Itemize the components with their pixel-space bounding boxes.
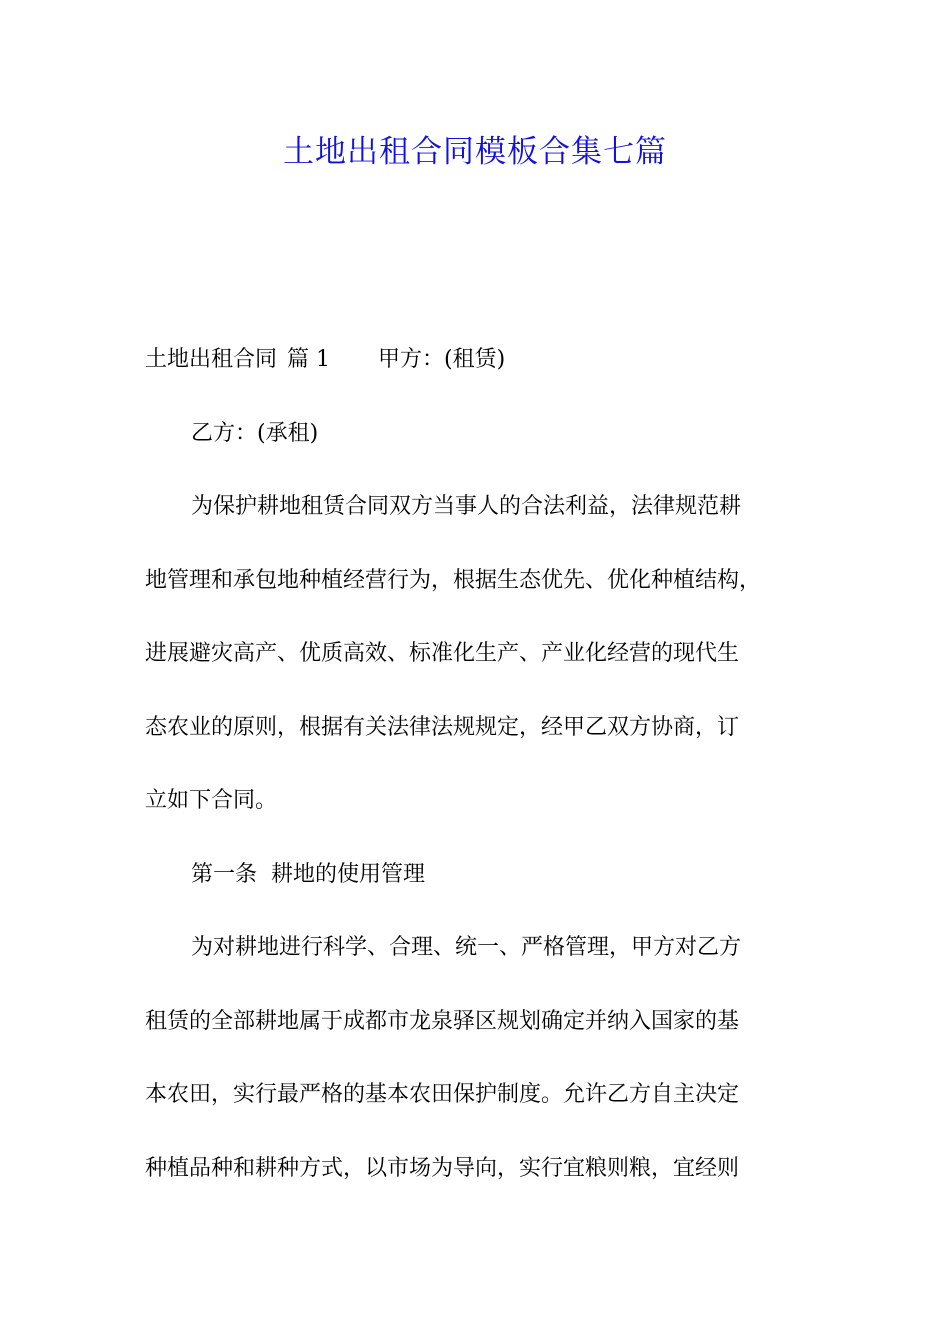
article-heading: 第一条 耕地的使用管理 — [191, 861, 425, 887]
paragraph-line: 进展避灾高产、优质高效、标准化生产、产业化经营的现代生 — [145, 641, 740, 666]
party-a: 甲方：(租赁) — [378, 347, 506, 372]
paragraph-line: 种植品种和耕种方式，以市场为导向，实行宜粮则粮，宜经则 — [145, 1155, 740, 1181]
paragraph-line: 态农业的原则，根据有关法律法规规定，经甲乙双方协商，订 — [145, 714, 740, 740]
article-number: 篇 1 — [287, 347, 331, 372]
contract-label: 土地出租合同 — [145, 347, 278, 372]
paragraph-line: 为保护耕地租赁合同双方当事人的合法利益，法律规范耕 — [191, 494, 742, 519]
paragraph-line: 地管理和承包地种植经营行为，根据生态优先、优化种植结构， — [145, 567, 762, 593]
paragraph-line: 租赁的全部耕地属于成都市龙泉驿区规划确定并纳入国家的基 — [145, 1008, 740, 1034]
header-line — [145, 338, 810, 412]
paragraph-line: 立如下合同。 — [145, 788, 278, 813]
paragraph-line: 本农田，实行最严格的基本农田保护制度。允许乙方自主决定 — [145, 1082, 740, 1107]
party-b-line: 乙方：(承租) — [191, 420, 319, 446]
document-title: 土地出租合同模板合集七篇 — [283, 134, 667, 170]
document-body — [145, 338, 810, 1220]
paragraph-line: 为对耕地进行科学、合理、统一、严格管理，甲方对乙方 — [191, 935, 742, 960]
